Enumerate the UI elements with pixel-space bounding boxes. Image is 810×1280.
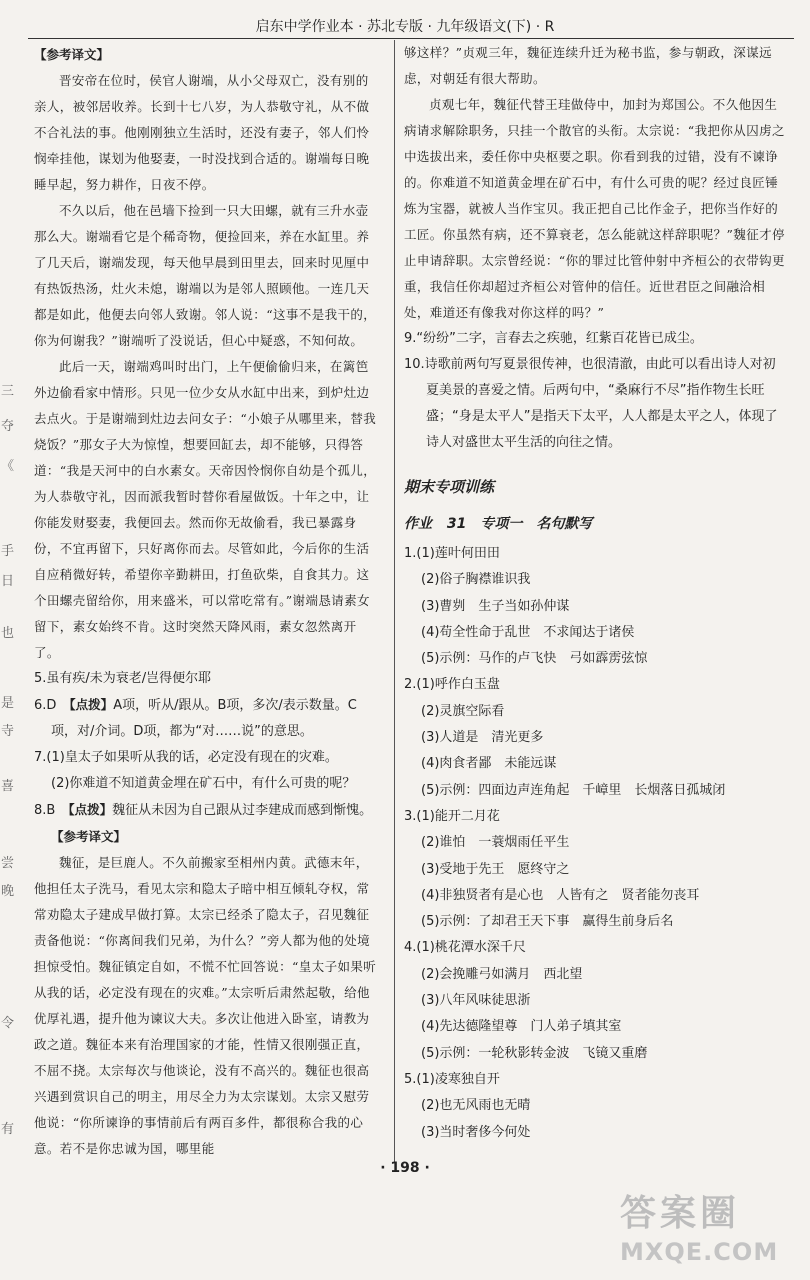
watermark-text: 答案圈: [620, 1193, 741, 1234]
list-item: (4)非独贤者有是心也 人皆有之 贤者能勿丧耳: [421, 887, 700, 903]
list-item: (2)会挽雕弓如满月 西北望: [421, 966, 583, 982]
watermark-url: MXQE.COM: [620, 1238, 779, 1266]
left-edge-fragments: [0, 0, 14, 1200]
edge-char: 也: [1, 626, 15, 641]
list-item: 5.(1)凌寒独自开: [404, 1071, 500, 1087]
answer-9: 9.“纷纷”二字，言春去之疾驰，红紫百花皆已成尘。: [404, 331, 703, 346]
translation-paragraph: 此后一天，谢端鸡叫时出门，上午便偷偷归来，在篱笆外边偷看家中情形。只见一位少女从水缸中出来，到炉灶边去点火。于是谢端到灶边去问女子：“小娘子从哪里来，替我烧饭？”那女子大为惊惶，想要回缸去，却不能够，只得答道：“我是天河中的白水素女。天帝因怜悯你自幼是个孤儿，为人恭敬守礼，因而派我暂时替你看屋做饭。十年之中，让你能发财娶妻，我便回去。然而你无故偷看，我已暴露身份，不宜再留下，只好离你而去。尽管如此，今后你的生活自应稍微好转，希望你辛勤耕田，打鱼砍柴，自食其力。这个田螺壳留给你，用来盛米，可以常吃常有。”谢端恳请素女留下，素女始终不肯。这时突然天降风雨，素女忽然离开了。: [34, 359, 377, 660]
header-title: 启东中学作业本 · 苏北专版 · 九年级语文(下) · R: [255, 19, 555, 35]
answer-7-2: (2)你难道不知道黄金埋在矿石中，有什么可贵的呢？: [51, 776, 356, 791]
header-rule: [28, 38, 794, 39]
list-item: (5)示例：了却君王天下事 赢得生前身后名: [421, 914, 674, 930]
reference-translation-heading: 【参考译文】: [51, 829, 127, 844]
edge-char: 《: [1, 459, 15, 474]
list-item: (5)示例：四面边声连角起 千嶂里 长烟落日孤城闭: [421, 782, 726, 798]
list-item: (3)受地于先王 愿终守之: [421, 861, 570, 877]
left-column: [34, 42, 380, 1162]
edge-char: 晚: [1, 884, 15, 899]
answer-8: 8.B 【点拨】魏征从未因为自己跟从过李建成而感到惭愧。: [34, 802, 373, 818]
answer-10: 10.诗歌前两句写夏景很传神，也很清澈，由此可以看出诗人对初夏美景的喜爱之情。后两句中，“桑麻行不尽”指作物生长旺盛；“身是太平人”是指天下太平，人人都是太平之人，体现了诗人对盛世太平生活的向往之情。: [404, 357, 778, 450]
edge-char: 寺: [1, 724, 15, 739]
watermark-logo: [620, 1192, 800, 1276]
edge-char: 夺: [1, 419, 15, 434]
list-item: (4)先达德隆望尊 门人弟子填其室: [421, 1019, 622, 1035]
edge-char: 是: [1, 696, 15, 711]
page-header: [0, 0, 810, 40]
list-item: (4)肉食者鄙 未能远谋: [421, 756, 557, 772]
list-item: 2.(1)呼作白玉盘: [404, 677, 500, 693]
answer-list: [404, 541, 788, 1146]
answer-6: 6.D 【点拨】A项，听从/跟从。B项，多次/表示数量。C项，对/介词。D项，都为“对……说”的意思。: [34, 697, 357, 739]
edge-char: 尝: [1, 856, 15, 871]
list-item: (4)苟全性命于乱世 不求闻达于诸侯: [421, 624, 635, 640]
list-item: (3)当时奢侈今何处: [421, 1124, 531, 1140]
right-column: [404, 40, 788, 1146]
edge-char: 喜: [1, 779, 15, 794]
list-item: (2)灵旗空际看: [421, 703, 505, 719]
edge-char: 三: [1, 384, 15, 399]
reference-translation-heading: 【参考译文】: [34, 47, 110, 62]
list-item: (5)示例：一轮秋影转金波 飞镜又重磨: [421, 1045, 648, 1061]
list-item: 1.(1)莲叶何田田: [404, 546, 500, 561]
hint-tag: 【点拨】: [68, 802, 113, 817]
edge-char: 日: [1, 574, 15, 589]
edge-char: 手: [1, 544, 15, 559]
translation-continuation: 够这样？”贞观三年，魏征连续升迁为秘书监，参与朝政，深谋远虑，对朝廷有很大帮助。: [404, 45, 772, 86]
translation-paragraph: 贞观七年，魏征代替王珪做侍中，加封为郑国公。不久他因生病请求解除职务，只挂一个散官的头衔。太宗说：“我把你从囚虏之中选拔出来，委任你中央枢要之职。你看到我的过错，没有不谏诤的。你难道不知道黄金埋在矿石中，有什么可贵的呢？经过良匠锤炼为宝器，就被人当作宝贝。我正把自己比作金子，把你当作好的工匠。你虽然有病，还不算衰老，怎么能就这样辞职呢？”魏征才停止申请辞职。太宗曾经说：“你的罪过比管仲射中齐桓公的衣带钩更重，我信任你却超过齐桓公对管仲的信任。近世君臣之间融洽相处，难道还有像我对你这样的吗？”: [404, 97, 785, 320]
list-item: (2)也无风雨也无晴: [421, 1098, 531, 1114]
list-item: (3)人道是 清光更多: [421, 730, 544, 746]
answer-5: 5.虽有疾/未为衰老/岂得便尔耶: [34, 671, 212, 686]
homework-title: 作业 31 专项一 名句默写: [404, 516, 593, 532]
answer-7-1: 7.(1)皇太子如果听从我的话，必定没有现在的灾难。: [34, 750, 338, 765]
list-item: (5)示例：马作的卢飞快 弓如霹雳弦惊: [421, 651, 648, 667]
page-number: · 198 ·: [380, 1160, 430, 1176]
list-item: (3)八年风味徒思浙: [421, 993, 531, 1009]
column-divider: [394, 40, 395, 1162]
list-item: 4.(1)桃花潭水深千尺: [404, 940, 526, 956]
list-item: (3)曹刿 生子当如孙仲谋: [421, 598, 570, 614]
list-item: 3.(1)能开二月花: [404, 808, 500, 824]
edge-char: 有: [1, 1122, 15, 1137]
edge-char: 令: [1, 1016, 15, 1031]
list-item: (2)俗子胸襟谁识我: [421, 572, 531, 588]
hint-tag: 【点拨】: [69, 697, 114, 712]
section-title: 期末专项训练: [404, 478, 495, 496]
translation-paragraph: 不久以后，他在邑墙下捡到一只大田螺，就有三升水壶那么大。谢端看它是个稀奇物，便捡回来，养在水缸里。养了几天后，谢端发现，每天他早晨到田里去，回来时见厘中有热饭热汤，灶火未熄，谢端以为是邻人照顾他。一连几天都是如此，他便去向邻人致谢。邻人说：“这事不是我干的，你为何谢我？”谢端听了没说话，但心中疑惑，不知何故。: [34, 203, 377, 348]
translation-paragraph: 晋安帝在位时，侯官人谢端，从小父母双亡，没有别的亲人，被邻居收养。长到十七八岁，为人恭敬守礼，从不做不合礼法的事。他刚刚独立生活时，还没有妻子，邻人们怜悯牵挂他，谋划为他娶妻，一时没找到合适的。谢端每日晚睡早起，努力耕作，日夜不停。: [34, 73, 370, 192]
translation-paragraph: 魏征，是巨鹿人。不久前搬家至相州内黄。武德末年，他担任太子洗马，看见太宗和隐太子暗中相互倾轧夺权，常常劝隐太子建成早做打算。太宗已经杀了隐太子，召见魏征责备他说：“你离间我们兄弟，为什么？”旁人都为他的处境担惊受怕。魏征镇定自如，不慌不忙回答说：“皇太子如果听从我的话，必定没有现在的灾难。”太宗听后肃然起敬，给他优厚礼遇，提升他为谏议大夫。多次让他进入卧室，请教为政之道。魏征本来有治理国家的才能，性情又很刚强正直，不屈不挠。太宗每次与他谈论，没有不高兴的。魏征也很高兴遇到赏识自己的明主，用尽全力为太宗谋划。太宗又慰劳他说：“你所谏诤的事情前后有两百多件，都很称合我的心意。若不是你忠诚为国，哪里能: [34, 855, 377, 1156]
list-item: (2)谁怕 一蓑烟雨任平生: [421, 835, 570, 851]
